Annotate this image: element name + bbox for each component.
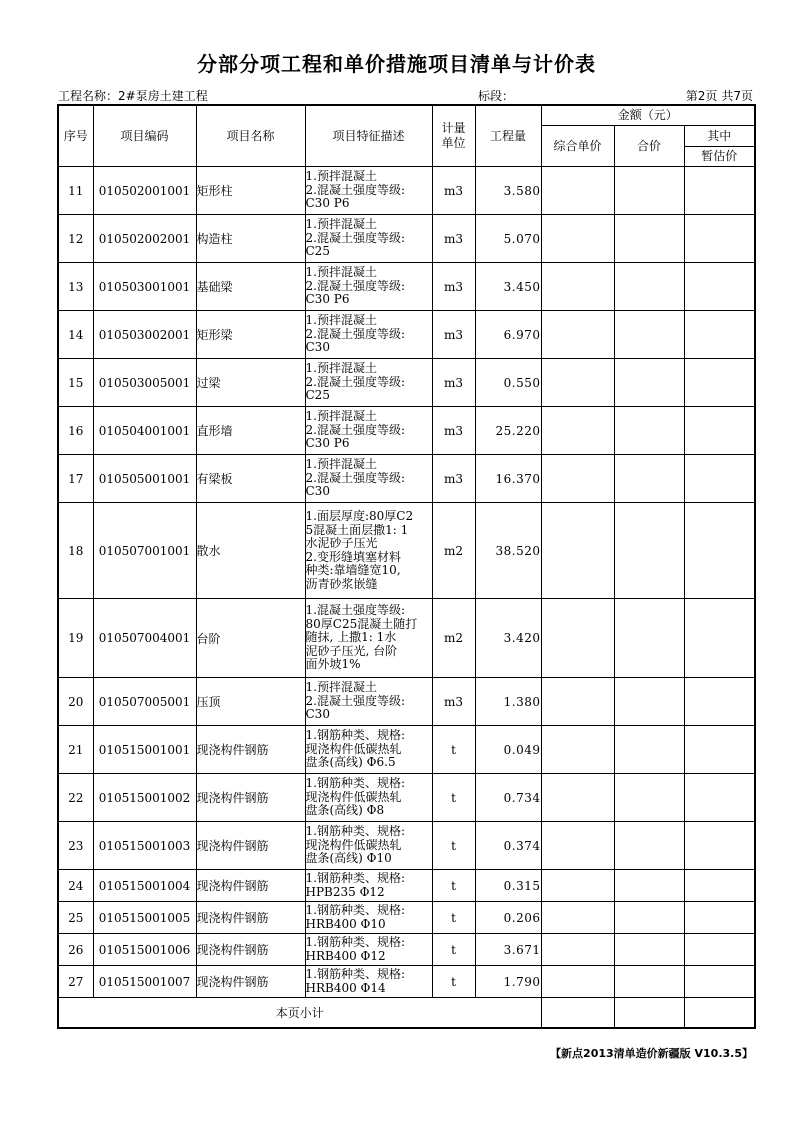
- row-name: 现浇构件钢筋: [196, 966, 305, 998]
- table-row: [58, 455, 755, 503]
- row-name: 现浇构件钢筋: [196, 726, 305, 774]
- row-index: 26: [58, 934, 93, 966]
- row-index: 14: [58, 311, 93, 359]
- section-label: 标段：: [478, 89, 515, 103]
- row-desc: 1.预拌混凝土 2.混凝土强度等级: C30: [305, 455, 432, 503]
- row-desc: 1.钢筋种类、规格: HPB235 Φ12: [305, 870, 432, 902]
- row-provisional: [684, 822, 755, 870]
- row-unit-price: [541, 774, 614, 822]
- table-row: [58, 678, 755, 726]
- row-name: 基础梁: [196, 263, 305, 311]
- row-name: 散水: [196, 503, 305, 599]
- row-qty: 0.206: [475, 902, 541, 934]
- header-name: 项目名称: [196, 105, 305, 167]
- header-desc: 项目特征描述: [305, 105, 432, 167]
- row-index: 12: [58, 215, 93, 263]
- row-qty: 25.220: [475, 407, 541, 455]
- row-code: 010515001004: [93, 870, 196, 902]
- row-unit: t: [432, 774, 475, 822]
- table-row: [58, 311, 755, 359]
- row-total: [614, 167, 684, 215]
- row-code: 010515001006: [93, 934, 196, 966]
- page-indicator: [686, 87, 753, 104]
- row-provisional: [684, 503, 755, 599]
- row-name: 矩形柱: [196, 167, 305, 215]
- row-total: [614, 870, 684, 902]
- table-row: [58, 726, 755, 774]
- table-row: [58, 902, 755, 934]
- row-unit: t: [432, 966, 475, 998]
- table-row: [58, 263, 755, 311]
- row-desc: 1.预拌混凝土 2.混凝土强度等级: C30: [305, 311, 432, 359]
- row-desc: 1.预拌混凝土 2.混凝土强度等级: C30: [305, 678, 432, 726]
- row-code: 010503001001: [93, 263, 196, 311]
- row-total: [614, 455, 684, 503]
- row-code: 010504001001: [93, 407, 196, 455]
- row-total: [614, 934, 684, 966]
- row-desc: 1.钢筋种类、规格: HRB400 Φ10: [305, 902, 432, 934]
- row-provisional: [684, 774, 755, 822]
- row-unit: m3: [432, 167, 475, 215]
- row-unit: m3: [432, 359, 475, 407]
- row-qty: 3.450: [475, 263, 541, 311]
- table-row: [58, 407, 755, 455]
- row-qty: 0.550: [475, 359, 541, 407]
- row-name: 直形墙: [196, 407, 305, 455]
- row-total: [614, 311, 684, 359]
- header-index: 序号: [58, 105, 93, 167]
- row-unit-price: [541, 726, 614, 774]
- row-qty: 3.671: [475, 934, 541, 966]
- row-unit-price: [541, 503, 614, 599]
- row-qty: 0.049: [475, 726, 541, 774]
- row-name: 过梁: [196, 359, 305, 407]
- row-index: 18: [58, 503, 93, 599]
- row-provisional: [684, 455, 755, 503]
- table-row: [58, 870, 755, 902]
- row-desc: 1.钢筋种类、规格: 现浇构件低碳热轧 盘条(高线) Φ8: [305, 774, 432, 822]
- row-qty: 3.580: [475, 167, 541, 215]
- row-desc: 1.钢筋种类、规格: 现浇构件低碳热轧 盘条(高线) Φ10: [305, 822, 432, 870]
- row-desc: 1.钢筋种类、规格: HRB400 Φ14: [305, 966, 432, 998]
- table-row: [58, 503, 755, 599]
- header-unit: 计量 单位: [432, 105, 475, 167]
- subtotal-row: [58, 998, 755, 1028]
- row-index: 25: [58, 902, 93, 934]
- row-name: 现浇构件钢筋: [196, 870, 305, 902]
- row-index: 13: [58, 263, 93, 311]
- page-total: 共7页: [721, 89, 753, 103]
- row-provisional: [684, 407, 755, 455]
- row-total: [614, 359, 684, 407]
- row-unit: m3: [432, 678, 475, 726]
- row-unit-price: [541, 311, 614, 359]
- row-index: 22: [58, 774, 93, 822]
- row-total: [614, 263, 684, 311]
- row-code: 010515001003: [93, 822, 196, 870]
- row-unit-price: [541, 167, 614, 215]
- table-row: [58, 167, 755, 215]
- row-provisional: [684, 311, 755, 359]
- row-code: 010515001001: [93, 726, 196, 774]
- row-desc: 1.预拌混凝土 2.混凝土强度等级: C30 P6: [305, 407, 432, 455]
- row-name: 台阶: [196, 599, 305, 678]
- row-unit: m3: [432, 407, 475, 455]
- row-desc: 1.预拌混凝土 2.混凝土强度等级: C30 P6: [305, 263, 432, 311]
- row-index: 16: [58, 407, 93, 455]
- row-unit-price: [541, 359, 614, 407]
- table-row: [58, 774, 755, 822]
- row-provisional: [684, 870, 755, 902]
- bill-table: [57, 104, 756, 1029]
- row-unit-price: [541, 263, 614, 311]
- row-code: 010507004001: [93, 599, 196, 678]
- row-index: 20: [58, 678, 93, 726]
- row-index: 11: [58, 167, 93, 215]
- row-code: 010503002001: [93, 311, 196, 359]
- header-total: 合价: [614, 126, 684, 167]
- row-index: 23: [58, 822, 93, 870]
- row-code: 010507001001: [93, 503, 196, 599]
- row-unit: m2: [432, 503, 475, 599]
- subtotal-provisional: [684, 998, 755, 1028]
- row-provisional: [684, 966, 755, 998]
- row-provisional: [684, 167, 755, 215]
- row-name: 现浇构件钢筋: [196, 822, 305, 870]
- row-unit-price: [541, 678, 614, 726]
- row-code: 010502002001: [93, 215, 196, 263]
- row-total: [614, 407, 684, 455]
- row-unit-price: [541, 822, 614, 870]
- row-provisional: [684, 599, 755, 678]
- row-code: 010505001001: [93, 455, 196, 503]
- table-row: [58, 599, 755, 678]
- row-provisional: [684, 726, 755, 774]
- row-unit: m3: [432, 311, 475, 359]
- row-index: 21: [58, 726, 93, 774]
- header-amount: 金额（元）: [541, 105, 755, 126]
- header-of-which: 其中: [684, 126, 755, 147]
- row-desc: 1.钢筋种类、规格: 现浇构件低碳热轧 盘条(高线) Φ6.5: [305, 726, 432, 774]
- row-unit-price: [541, 934, 614, 966]
- header-qty: 工程量: [475, 105, 541, 167]
- project-name: 工程名称：2#泵房土建工程: [58, 89, 208, 103]
- table-row: [58, 934, 755, 966]
- row-desc: 1.预拌混凝土 2.混凝土强度等级: C30 P6: [305, 167, 432, 215]
- row-desc: 1.预拌混凝土 2.混凝土强度等级: C25: [305, 359, 432, 407]
- table-row: [58, 966, 755, 998]
- table-body: [58, 167, 755, 1028]
- row-unit-price: [541, 599, 614, 678]
- row-name: 构造柱: [196, 215, 305, 263]
- row-unit-price: [541, 902, 614, 934]
- row-qty: 16.370: [475, 455, 541, 503]
- table-row: [58, 822, 755, 870]
- row-code: 010515001005: [93, 902, 196, 934]
- subtotal-total: [614, 998, 684, 1028]
- row-code: 010515001002: [93, 774, 196, 822]
- row-unit: t: [432, 726, 475, 774]
- row-name: 现浇构件钢筋: [196, 774, 305, 822]
- row-unit: t: [432, 902, 475, 934]
- table-row: [58, 359, 755, 407]
- row-total: [614, 902, 684, 934]
- row-index: 17: [58, 455, 93, 503]
- row-index: 19: [58, 599, 93, 678]
- row-unit: m2: [432, 599, 475, 678]
- row-index: 15: [58, 359, 93, 407]
- row-unit-price: [541, 870, 614, 902]
- row-qty: 38.520: [475, 503, 541, 599]
- row-unit: m3: [432, 215, 475, 263]
- subtotal-label: 本页小计: [58, 998, 541, 1028]
- row-name: 矩形梁: [196, 311, 305, 359]
- row-code: 010502001001: [93, 167, 196, 215]
- row-name: 现浇构件钢筋: [196, 934, 305, 966]
- software-footer: 【新点2013清单造价新疆版 V10.3.5】: [550, 1047, 753, 1060]
- header-code: 项目编码: [93, 105, 196, 167]
- page-title: 分部分项工程和单价措施项目清单与计价表: [197, 52, 596, 76]
- row-total: [614, 215, 684, 263]
- page-current: 第2页: [685, 89, 718, 103]
- row-total: [614, 774, 684, 822]
- row-total: [614, 966, 684, 998]
- row-unit-price: [541, 966, 614, 998]
- row-unit-price: [541, 215, 614, 263]
- row-desc: 1.混凝土强度等级: 80厚C25混凝土随打 随抹, 上撒1: 1水 泥砂子压光, 台阶 面外坡1%: [305, 599, 432, 678]
- row-qty: 0.315: [475, 870, 541, 902]
- row-code: 010507005001: [93, 678, 196, 726]
- row-index: 24: [58, 870, 93, 902]
- row-unit: m3: [432, 263, 475, 311]
- row-provisional: [684, 215, 755, 263]
- row-qty: 0.734: [475, 774, 541, 822]
- row-provisional: [684, 678, 755, 726]
- row-unit-price: [541, 455, 614, 503]
- row-unit-price: [541, 407, 614, 455]
- row-total: [614, 726, 684, 774]
- row-desc: 1.面层厚度:80厚C2 5混凝土面层撒1: 1 水泥砂子压光 2.变形缝填塞材料 种类:靠墙缝宽10, 沥青砂浆嵌缝: [305, 503, 432, 599]
- row-qty: 5.070: [475, 215, 541, 263]
- row-unit: t: [432, 822, 475, 870]
- row-index: 27: [58, 966, 93, 998]
- row-qty: 3.420: [475, 599, 541, 678]
- subtotal-unit-price: [541, 998, 614, 1028]
- row-total: [614, 822, 684, 870]
- row-qty: 6.970: [475, 311, 541, 359]
- row-provisional: [684, 902, 755, 934]
- row-unit: t: [432, 934, 475, 966]
- row-name: 压顶: [196, 678, 305, 726]
- row-total: [614, 599, 684, 678]
- header-unit-price: 综合单价: [541, 126, 614, 167]
- row-name: 有梁板: [196, 455, 305, 503]
- row-desc: 1.预拌混凝土 2.混凝土强度等级: C25: [305, 215, 432, 263]
- header-provisional: 暂估价: [684, 147, 755, 167]
- row-code: 010503005001: [93, 359, 196, 407]
- row-qty: 1.380: [475, 678, 541, 726]
- row-qty: 0.374: [475, 822, 541, 870]
- row-unit: m3: [432, 455, 475, 503]
- row-name: 现浇构件钢筋: [196, 902, 305, 934]
- row-unit: t: [432, 870, 475, 902]
- table-row: [58, 215, 755, 263]
- row-total: [614, 503, 684, 599]
- row-total: [614, 678, 684, 726]
- row-qty: 1.790: [475, 966, 541, 998]
- row-code: 010515001007: [93, 966, 196, 998]
- row-provisional: [684, 934, 755, 966]
- row-provisional: [684, 359, 755, 407]
- row-desc: 1.钢筋种类、规格: HRB400 Φ12: [305, 934, 432, 966]
- table-header: [58, 105, 755, 167]
- row-provisional: [684, 263, 755, 311]
